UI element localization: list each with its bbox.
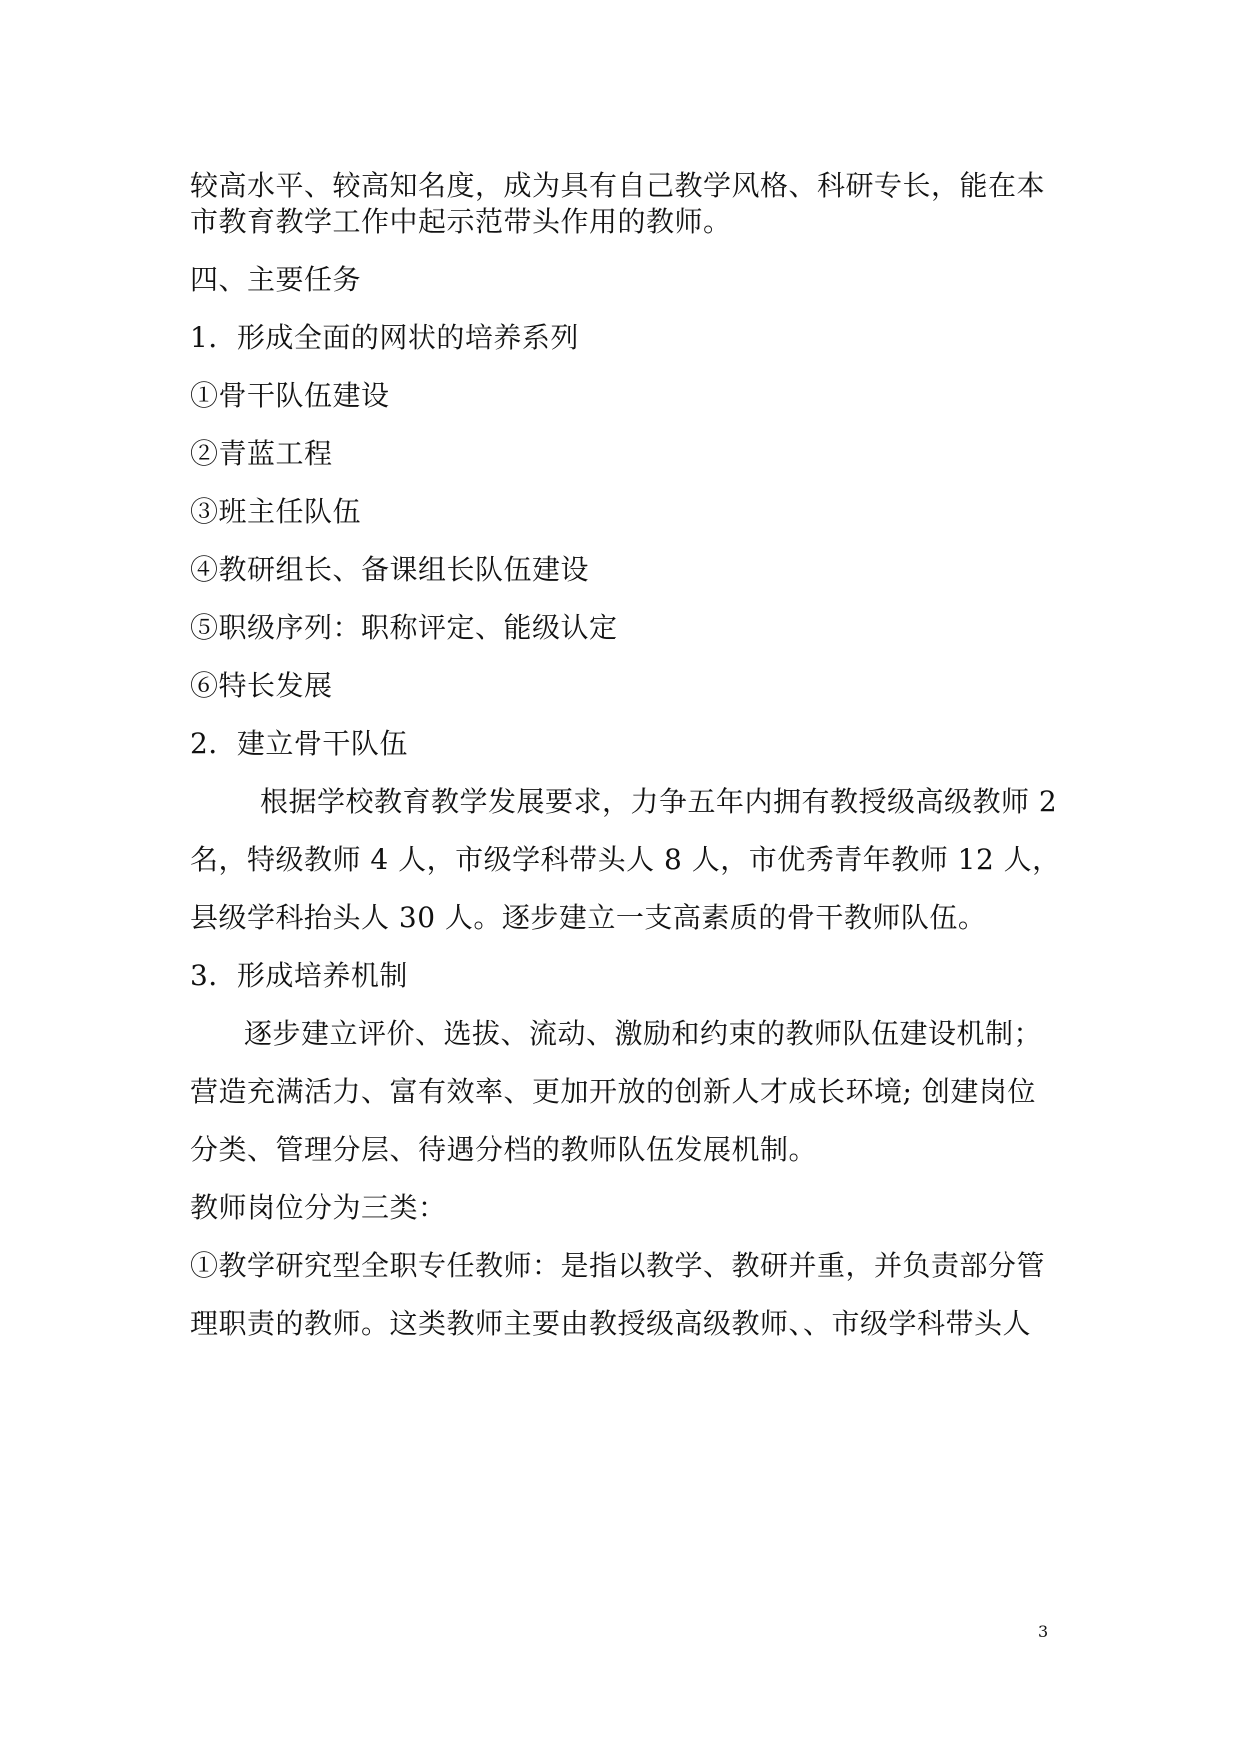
body-text-line: 理职责的教师。这类教师主要由教授级高级教师、、市级学科带头人: [190, 1307, 1032, 1340]
body-text-line: 县级学科抬头人 30 人。逐步建立一支高素质的骨干教师队伍。: [190, 901, 987, 934]
body-text-line: 市教育教学工作中起示范带头作用的教师。: [190, 205, 732, 238]
list-item: ⑤职级序列：职称评定、能级认定: [190, 611, 618, 644]
body-text-line: 分类、管理分层、待遇分档的教师队伍发展机制。: [190, 1133, 818, 1166]
body-text-line: 较高水平、较高知名度，成为具有自己教学风格、科研专长，能在本: [190, 169, 1046, 202]
subsection-heading: 2．建立骨干队伍: [190, 727, 408, 760]
section-heading: 四、主要任务: [190, 263, 362, 296]
subsection-heading: 3．形成培养机制: [190, 959, 408, 992]
list-item: ⑥特长发展: [190, 669, 333, 702]
list-item: ④教研组长、备课组长队伍建设: [190, 553, 590, 586]
body-text-line: 根据学校教育教学发展要求，力争五年内拥有教授级高级教师 2: [260, 785, 1058, 818]
body-text-line: 名，特级教师 4 人，市级学科带头人 8 人，市优秀青年教师 12 人，: [190, 843, 1061, 876]
list-item: ①骨干队伍建设: [190, 379, 390, 412]
body-text-line: 营造充满活力、富有效率、更加开放的创新人才成长环境; 创建岗位: [190, 1075, 1036, 1108]
list-item: ③班主任队伍: [190, 495, 362, 528]
list-item: ②青蓝工程: [190, 437, 333, 470]
body-text-line: 逐步建立评价、选拔、流动、激励和约束的教师队伍建设机制；: [244, 1017, 1043, 1050]
list-item: ①教学研究型全职专任教师：是指以教学、教研并重，并负责部分管: [190, 1249, 1046, 1282]
body-text-line: 教师岗位分为三类：: [190, 1191, 447, 1224]
subsection-heading: 1．形成全面的网状的培养系列: [190, 321, 579, 354]
page-number: 3: [1038, 1622, 1049, 1641]
